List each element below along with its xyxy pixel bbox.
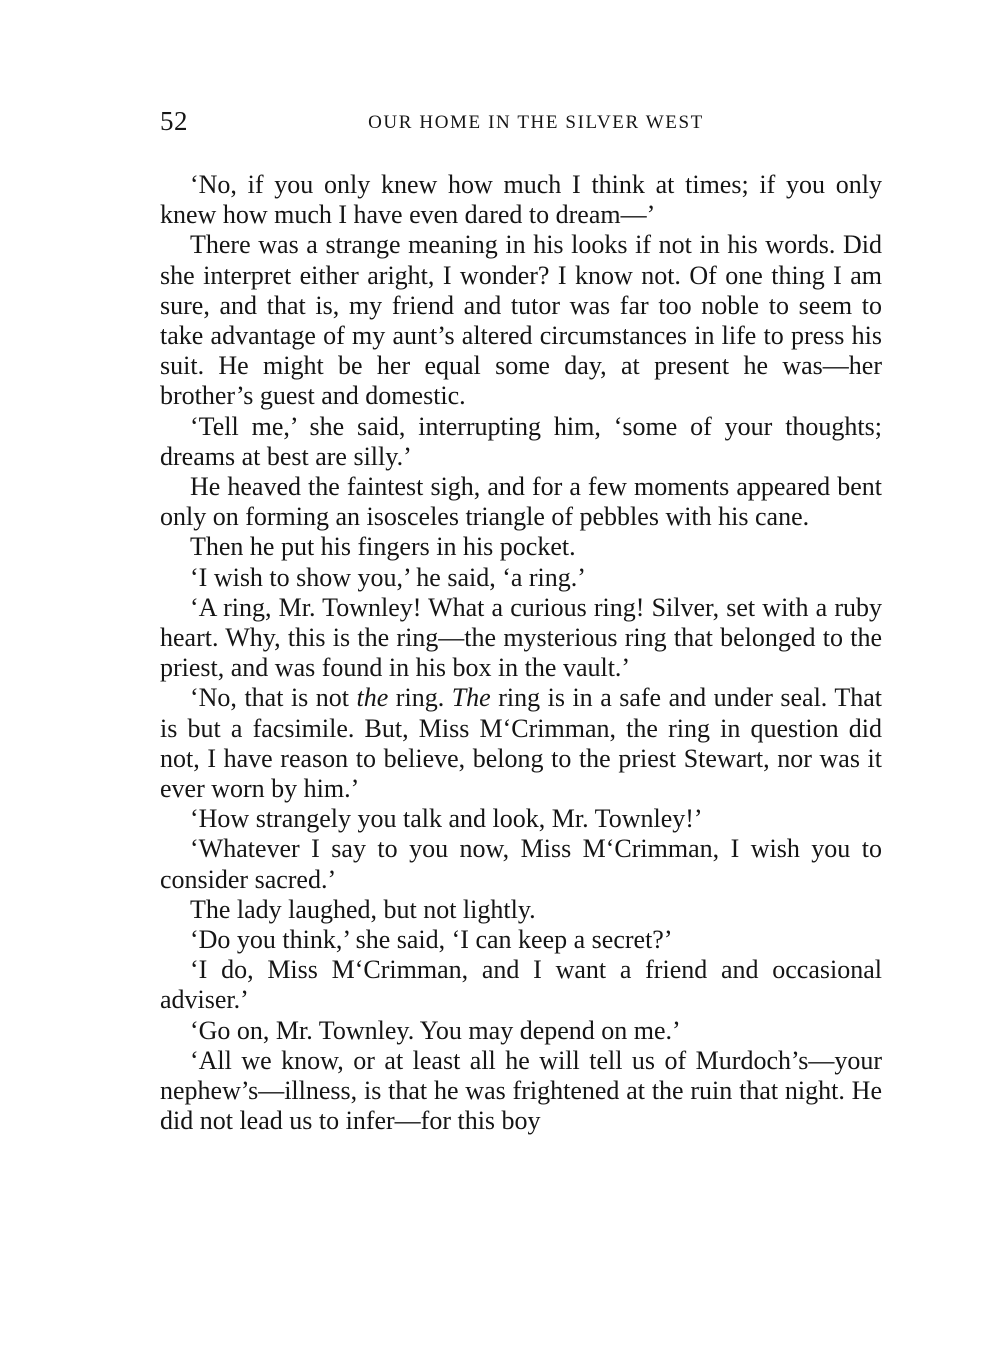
paragraph: ‘I do, Miss M‘Crimman, and I want a friend and occasional adviser.’	[160, 955, 882, 1015]
paragraph: ‘Do you think,’ she said, ‘I can keep a secret?’	[190, 925, 673, 955]
paragraph: Then he put his fingers in his pocket.	[190, 532, 576, 562]
paragraph-with-italics	[160, 683, 882, 804]
paragraph: ‘I wish to show you,’ he said, ‘a ring.’	[190, 562, 586, 592]
paragraph: He heaved the faintest sigh, and for a few moments appeared bent only on forming an isosceles triangle of pebbles with his cane.	[160, 472, 882, 532]
paragraph: ‘Tell me,’ she said, interrupting him, ‘some of your thoughts; dreams at best are silly.’	[160, 411, 882, 471]
page-number: 52	[160, 106, 188, 136]
paragraph: The lady laughed, but not lightly.	[190, 894, 536, 924]
text-run: ring.	[388, 683, 452, 713]
paragraph: ‘Go on, Mr. Townley. You may depend on me.’	[190, 1015, 681, 1045]
text-run: ring is in a safe and under seal. That is but a facsimile. But, Miss M‘Crimman, the ring in question did not, I have reason to believe, belong to the priest Stewart, nor was it ever worn by him.’	[160, 683, 882, 804]
paragraph: ‘All we know, or at least all he will tell us of Murdoch’s—your nephew’s—illness, is that he was frightened at the ruin that night. He did not lead us to infer—for this boy	[160, 1045, 882, 1136]
page-header	[160, 106, 882, 146]
paragraph: ‘A ring, Mr. Townley! What a curious ring! Silver, set with a ruby heart. Why, this is the ring—the mysterious ring that belonged to the priest, and was found in his box in the vault.’	[160, 592, 882, 683]
italic-text: The	[451, 683, 491, 713]
body-text	[160, 170, 882, 1137]
running-title: OUR HOME IN THE SILVER WEST	[368, 112, 704, 133]
paragraph: ‘No, if you only knew how much I think at times; if you only knew how much I have even dared to dream—’	[160, 170, 882, 230]
text-run: ‘No, that is not	[190, 683, 357, 713]
paragraph: There was a strange meaning in his looks if not in his words. Did she interpret either aright, I wonder? I know not. Of one thing I am sure, and that is, my friend and tutor was far too noble to seem to take advantage of my aunt’s altered circumstances in life to press his suit. He might be her equal some day, at present he was—her brother’s guest and domestic.	[160, 230, 882, 411]
paragraph: ‘How strangely you talk and look, Mr. Townley!’	[190, 804, 703, 834]
italic-text: the	[356, 683, 389, 713]
paragraph: ‘Whatever I say to you now, Miss M‘Crimman, I wish you to consider sacred.’	[160, 834, 882, 894]
